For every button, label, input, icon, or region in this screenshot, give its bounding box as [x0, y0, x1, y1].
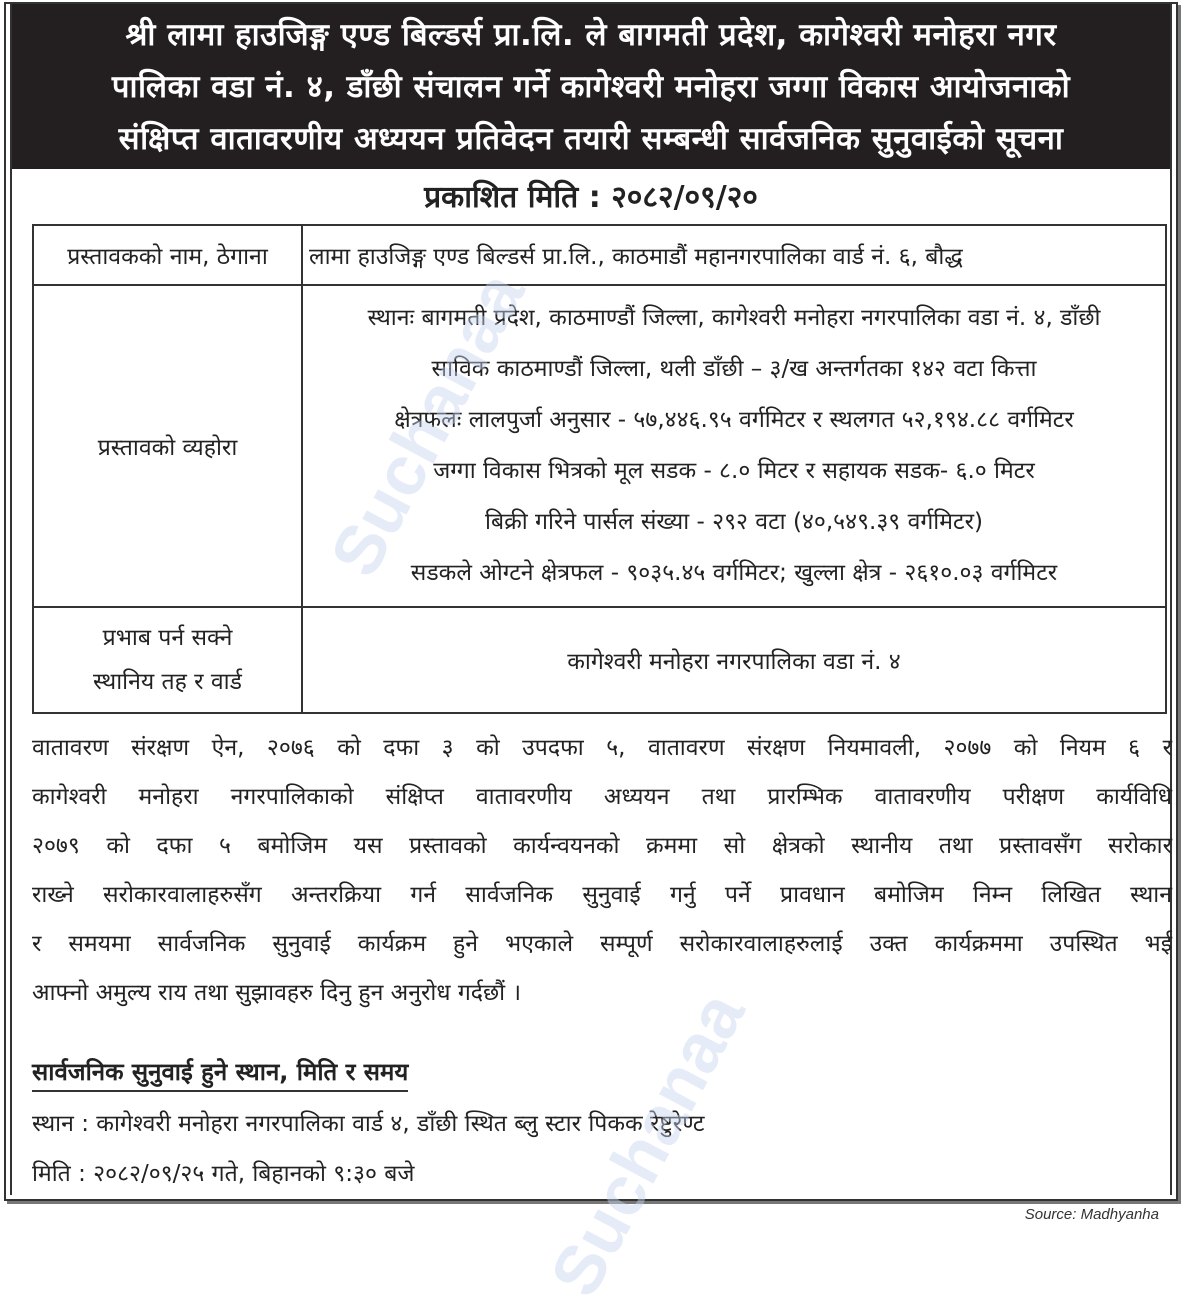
- proposal-location: स्थानः बागमती प्रदेश, काठमाण्डौं जिल्ला, कागेश्वरी मनोहरा नगरपालिका वडा नं. ४, डाँछी: [367, 305, 1101, 331]
- publication-date: [12, 174, 1170, 222]
- body-line: वातावरण संरक्षण ऐन, २०७६ को दफा ३ को उपदफा ५, वातावरण संरक्षण नियमावली, २०७७ को नियम ६ र: [32, 735, 1172, 761]
- body-line: २०७९ को दफा ५ बमोजिम यस प्रस्तावको कार्यन्वयनको क्रममा सो क्षेत्रको स्थानीय तथा प्रस्तावसँग सरोकार: [32, 833, 1172, 859]
- body-line: कागेश्वरी मनोहरा नगरपालिकाको संक्षिप्त वातावरणीय अध्ययन तथा प्रारम्भिक वातावरणीय परीक्षण कार्यविधि: [32, 784, 1172, 810]
- publication-date-label: प्रकाशित मिति: [424, 180, 579, 215]
- proposal-parcels: बिक्री गरिने पार्सल संख्या - २९२ वटा (४०,५४९.३९ वर्गमिटर): [485, 509, 983, 535]
- hearing-place: स्थान : कागेश्वरी मनोहरा नगरपालिका वार्ड ४, डाँछी स्थित ब्लु स्टार पिकक रेष्टुरेण्ट: [32, 1111, 705, 1137]
- table-row-proponent: [33, 225, 1166, 285]
- notice-body: [32, 724, 1172, 1018]
- header-line: पालिका वडा नं. ४, डाँछी संचालन गर्ने कागेश्वरी मनोहरा जग्गा विकास आयोजनाको: [111, 69, 1071, 105]
- hearing-date-time: मिति : २०८२/०९/२५ गते, बिहानको ९:३० बजे: [32, 1161, 415, 1187]
- proposal-details-value: [302, 285, 1166, 607]
- proposal-details-label: प्रस्तावको व्यहोरा: [33, 285, 302, 607]
- table-row-affected-area: [33, 607, 1166, 713]
- affected-area-label-line: प्रभाब पर्न सक्ने: [102, 625, 233, 651]
- proponent-value: लामा हाउजिङ्ग एण्ड बिल्डर्स प्रा.लि., काठमाडौं महानगरपालिका वार्ड नं. ६, बौद्ध: [302, 225, 1166, 285]
- publication-date-separator: :: [588, 180, 601, 215]
- body-line: र समयमा सार्वजनिक सुनुवाई कार्यक्रम हुने भएकाले सम्पूर्ण सरोकारवालाहरुलाई उक्त कार्यक्रममा उपस्थित भई: [32, 931, 1172, 957]
- affected-area-value: कागेश्वरी मनोहरा नगरपालिका वडा नं. ४: [302, 607, 1166, 713]
- affected-area-label-line: स्थानिय तह र वार्ड: [93, 669, 242, 695]
- proposal-info-table: [32, 224, 1167, 714]
- proposal-area: क्षेत्रफलः लालपुर्जा अनुसार - ५७,४४६.९५ वर्गमिटर र स्थलगत ५२,१९४.८८ वर्गमिटर: [394, 407, 1074, 433]
- notice-header: [12, 4, 1170, 169]
- proponent-label: प्रस्तावकको नाम, ठेगाना: [33, 225, 302, 285]
- body-line: आफ्नो अमुल्य राय तथा सुझावहरु दिनु हुन अनुरोध गर्दछौं ।: [32, 980, 522, 1006]
- proposal-former-location: साविक काठमाण्डौं जिल्ला, थली डाँछी – ३/ख अन्तर्गतका १४२ वटा कित्ता: [431, 356, 1037, 382]
- source-credit: Source: Madhyanha: [1024, 1206, 1159, 1223]
- table-row-proposal-details: [33, 285, 1166, 607]
- header-line: संक्षिप्त वातावरणीय अध्ययन प्रतिवेदन तयारी सम्बन्धी सार्वजनिक सुनुवाईको सूचना: [118, 121, 1064, 157]
- hearing-section-title: सार्वजनिक सुनुवाई हुने स्थान, मिति र समय: [32, 1054, 408, 1092]
- affected-area-label: [33, 607, 302, 713]
- watermark: Suchanaa: [315, 259, 540, 589]
- body-line: राख्ने सरोकारवालाहरुसँग अन्तरक्रिया गर्न सार्वजनिक सुनुवाई गर्नु पर्ने प्रावधान बमोजिम निम्न लिखित स्थान: [32, 882, 1172, 908]
- proposal-road-open-area: सडकले ओग्टने क्षेत्रफल - ९०३५.४५ वर्गमिटर; खुल्ला क्षेत्र - २६१०.०३ वर्गमिटर: [410, 560, 1058, 586]
- publication-date-value: २०८२/०९/२०: [611, 180, 758, 215]
- watermark: Suchanaa: [535, 979, 760, 1309]
- proposal-roads: जग्गा विकास भित्रको मूल सडक - ८.० मिटर र सहायक सडक- ६.० मिटर: [433, 458, 1035, 484]
- header-line: श्री लामा हाउजिङ्ग एण्ड बिल्डर्स प्रा.लि. ले बागमती प्रदेश, कागेश्वरी मनोहरा नगर: [125, 17, 1057, 53]
